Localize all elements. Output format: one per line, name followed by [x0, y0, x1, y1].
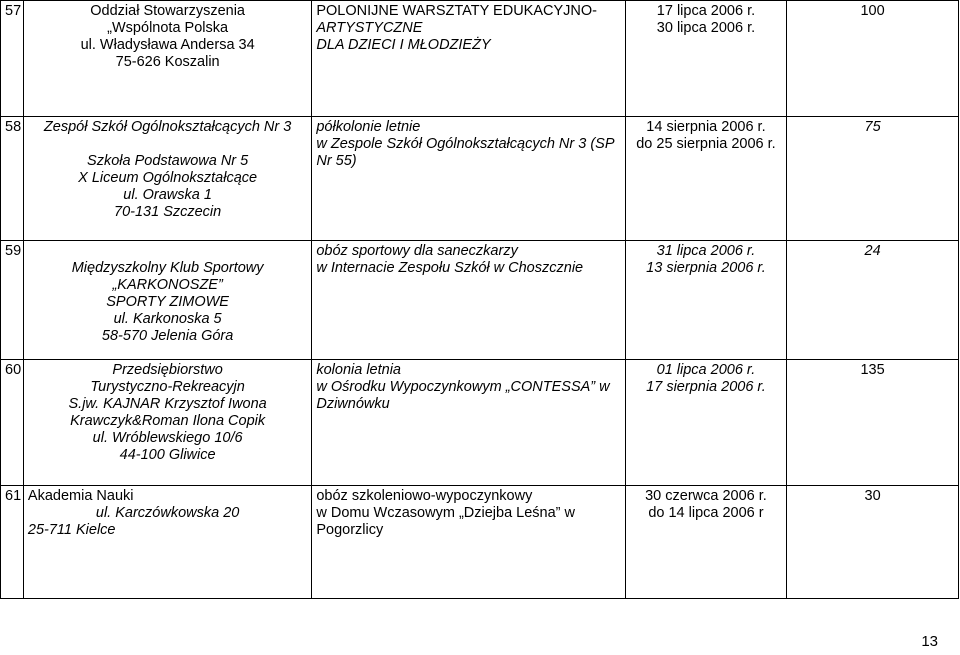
org-line: „Wspólnota Polska	[107, 20, 229, 36]
organization-cell	[23, 117, 311, 241]
program-line: POLONIJNE WARSZTATY EDUKACYJNO-	[316, 3, 597, 19]
org-line: 70-131 Szczecin	[114, 204, 222, 220]
participants-count: 30	[787, 486, 959, 599]
date-line: 30 czerwca 2006 r.	[645, 488, 767, 504]
org-line: Turystyczno-Rekreacyjn	[90, 379, 245, 395]
row-number: 61	[1, 486, 24, 599]
org-line: Krawczyk&Roman Ilona Copik	[70, 413, 266, 429]
date-line: 30 lipca 2006 r.	[656, 20, 756, 36]
participants-count: 24	[787, 241, 959, 360]
program-line: obóz szkoleniowo-wypoczynkowy	[316, 488, 533, 504]
date-line: 31 lipca 2006 r.	[656, 243, 756, 259]
dates-cell	[625, 117, 786, 241]
program-cell	[312, 1, 625, 117]
org-line: ul. Orawska 1	[123, 187, 212, 203]
program-line: w Zespole Szkół Ogólnokształcących Nr 3 (SP	[316, 136, 615, 152]
org-line: SPORTY ZIMOWE	[106, 294, 229, 310]
table-row	[1, 1, 959, 117]
dates-cell	[625, 486, 786, 599]
org-line: ul. Wróblewskiego 10/6	[92, 430, 243, 446]
program-line: ARTYSTYCZNE	[316, 20, 423, 36]
organization-cell	[23, 241, 311, 360]
table-row	[1, 486, 959, 599]
page-number: 13	[921, 633, 938, 650]
program-line: Pogorzlicy	[316, 522, 384, 538]
org-line: 58-570 Jelenia Góra	[101, 328, 234, 344]
org-line: „KARKONOSZE”	[112, 277, 223, 293]
date-line: 14 sierpnia 2006 r.	[646, 119, 766, 135]
organization-cell	[23, 486, 311, 599]
table-row	[1, 241, 959, 360]
organization-cell	[23, 1, 311, 117]
org-line: 25-711 Kielce	[27, 522, 116, 538]
org-line: Akademia Nauki	[27, 488, 134, 504]
program-line: w Ośrodku Wypoczynkowym „CONTESSA” w	[316, 379, 610, 395]
org-line: Szkoła Podstawowa Nr 5	[87, 153, 249, 169]
program-line: półkolonie letnie	[316, 119, 421, 135]
row-number: 58	[1, 117, 24, 241]
org-line: ul. Władysława Andersa 34	[80, 37, 255, 53]
org-line: X Liceum Ogólnokształcące	[78, 170, 258, 186]
table-row	[1, 117, 959, 241]
organization-cell	[23, 360, 311, 486]
program-cell	[312, 360, 625, 486]
org-line: ul. Karczówkowska 20	[95, 505, 240, 521]
program-line: w Internacie Zespołu Szkół w Choszcznie	[316, 260, 584, 276]
program-cell	[312, 486, 625, 599]
program-cell	[312, 241, 625, 360]
participants-count: 75	[787, 117, 959, 241]
date-line: do 25 sierpnia 2006 r.	[636, 136, 776, 152]
dates-cell	[625, 1, 786, 117]
participants-count: 135	[787, 360, 959, 486]
date-line: 01 lipca 2006 r.	[656, 362, 756, 378]
dates-cell	[625, 241, 786, 360]
org-line: Oddział Stowarzyszenia	[90, 3, 245, 19]
org-line: 75-626 Koszalin	[115, 54, 220, 70]
date-line: do 14 lipca 2006 r	[648, 505, 764, 521]
org-line: Zespół Szkół Ogólnokształcących Nr 3	[43, 119, 292, 135]
program-line: Dziwnówku	[316, 396, 390, 412]
program-line: DLA DZIECI I MŁODZIEŻY	[316, 37, 491, 53]
org-line: ul. Karkonoska 5	[113, 311, 222, 327]
program-line: obóz sportowy dla saneczkarzy	[316, 243, 518, 259]
org-line: 44-100 Gliwice	[119, 447, 216, 463]
date-line: 17 sierpnia 2006 r.	[646, 379, 766, 395]
program-line: kolonia letnia	[316, 362, 401, 378]
org-line: Przedsiębiorstwo	[112, 362, 223, 378]
program-line: Nr 55)	[316, 153, 357, 169]
row-number: 60	[1, 360, 24, 486]
program-line: w Domu Wczasowym „Dziejba Leśna” w	[316, 505, 575, 521]
participants-count: 100	[787, 1, 959, 117]
dates-cell	[625, 360, 786, 486]
org-line: S.jw. KAJNAR Krzysztof Iwona	[68, 396, 267, 412]
table-row	[1, 360, 959, 486]
program-cell	[312, 117, 625, 241]
date-line: 17 lipca 2006 r.	[656, 3, 756, 19]
row-number: 59	[1, 241, 24, 360]
date-line: 13 sierpnia 2006 r.	[646, 260, 766, 276]
org-line: Międzyszkolny Klub Sportowy	[71, 260, 264, 276]
row-number: 57	[1, 1, 24, 117]
